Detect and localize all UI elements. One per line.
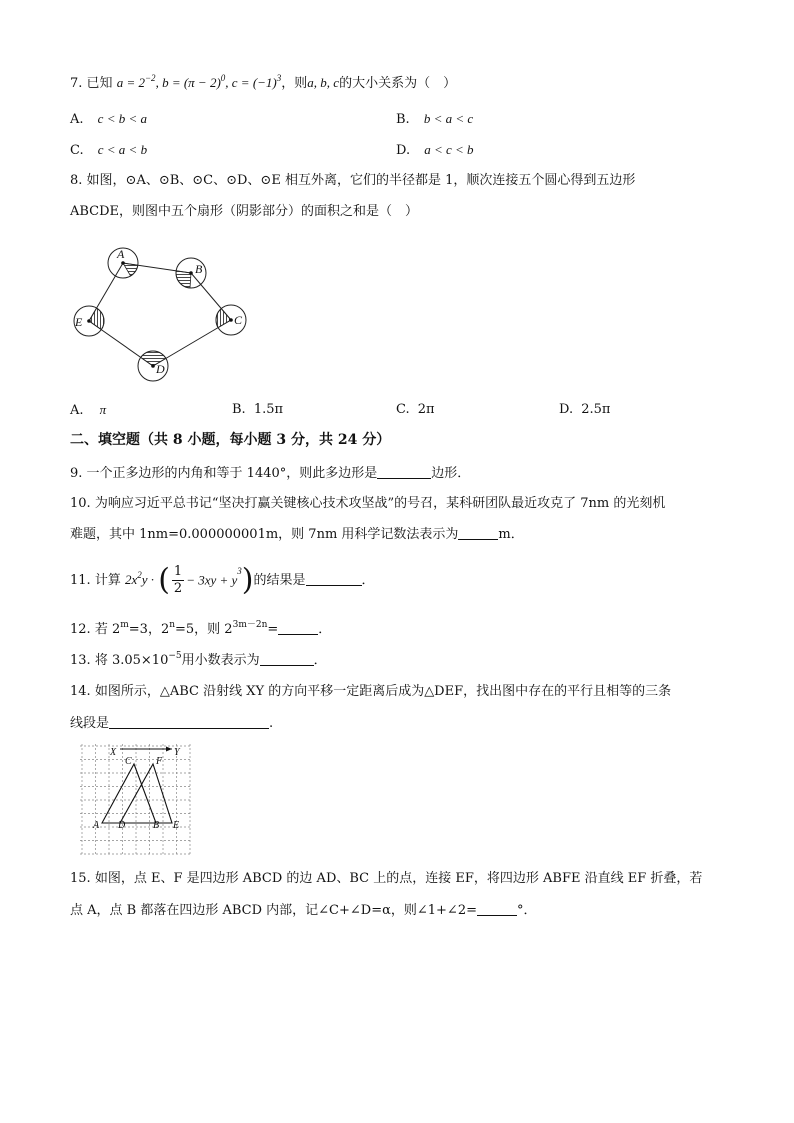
q11-coef-y: y · bbox=[141, 572, 155, 587]
label-f: F bbox=[156, 756, 163, 767]
q12-exp: 3m－2n bbox=[232, 620, 268, 630]
q9-answer-blank[interactable] bbox=[377, 464, 431, 479]
q13-stem bbox=[70, 651, 327, 671]
pentagon-edges bbox=[89, 263, 231, 366]
q12-mid2: =5，则 2 bbox=[175, 622, 233, 637]
q14-stem-line1 bbox=[70, 683, 671, 701]
option-text: b < a < c bbox=[423, 111, 474, 126]
q13-answer-blank[interactable] bbox=[260, 651, 314, 666]
sector-a bbox=[123, 263, 138, 276]
option-text: c < a < b bbox=[97, 142, 148, 157]
q11-inner-exp: 3 bbox=[237, 566, 242, 576]
q10-stem-line1 bbox=[70, 495, 665, 513]
option-label: D. bbox=[559, 402, 574, 417]
q11-end: ． bbox=[361, 573, 375, 588]
q7-expr-a: a = 2 bbox=[116, 75, 145, 90]
q9-pre: 一个正多边形的内角和等于 1440°，则此多边形是 bbox=[86, 466, 378, 481]
q7-expr-c-exp: 3 bbox=[276, 73, 282, 83]
option-text: a < c < b bbox=[424, 142, 474, 157]
q15-line2-post: °． bbox=[517, 903, 537, 918]
q8-pentagon-figure bbox=[66, 240, 256, 388]
label-d: D bbox=[118, 820, 126, 831]
option-label: C. bbox=[70, 143, 84, 158]
option-text: 1.5π bbox=[253, 402, 284, 417]
q12-m: m bbox=[120, 620, 129, 630]
q12-mid1: =3，2 bbox=[128, 622, 170, 637]
label-d: D bbox=[156, 362, 165, 376]
q7-option-c[interactable] bbox=[70, 141, 147, 160]
q11-number: 11. bbox=[70, 573, 91, 588]
q14-stem-line2 bbox=[70, 714, 273, 733]
q13-end: ． bbox=[313, 653, 327, 668]
q11-frac-den: 2 bbox=[173, 581, 183, 596]
q15-line2-pre: 点 A，点 B 都落在四边形 ABCD 内部，记∠C+∠D=α，则∠1+∠2= bbox=[70, 903, 477, 918]
q10-line2-post: m． bbox=[498, 527, 524, 542]
sector-c bbox=[216, 309, 231, 328]
q10-line2-pre: 难题，其中 1nm=0.000000001m，则 7nm 用科学记数法表示为 bbox=[70, 527, 459, 542]
q7-option-a[interactable] bbox=[70, 110, 147, 129]
q15-stem-line1 bbox=[70, 870, 702, 888]
ray-arrow bbox=[166, 747, 172, 752]
q7-suffix-2: 的大小关系为（ ） bbox=[339, 76, 457, 91]
option-label: D. bbox=[396, 143, 411, 158]
q14-grid-figure bbox=[80, 744, 192, 856]
q8-option-c[interactable] bbox=[396, 401, 435, 419]
label-e: E bbox=[173, 820, 180, 831]
q8-stem-line1 bbox=[70, 172, 635, 190]
q14-line1: 如图所示，△ABC 沿射线 XY 的方向平移一定距离后成为△DEF，找出图中存在的平行且相等的三条 bbox=[94, 684, 672, 699]
q7-suffix-1: ，则 bbox=[281, 76, 308, 91]
q14-line2-pre: 线段是 bbox=[70, 716, 110, 731]
q15-stem-line2 bbox=[70, 901, 537, 920]
q7-stem bbox=[70, 74, 456, 93]
option-label: A. bbox=[70, 112, 84, 127]
q8-option-d[interactable] bbox=[559, 401, 610, 419]
q11-fraction bbox=[172, 564, 184, 597]
sector-e bbox=[89, 308, 104, 330]
label-a: A bbox=[117, 247, 125, 261]
q9-number: 9. bbox=[70, 466, 83, 481]
q11-stem bbox=[70, 564, 375, 608]
q7-option-d[interactable] bbox=[396, 141, 474, 160]
q10-number: 10. bbox=[70, 496, 91, 511]
q14-answer-blank[interactable] bbox=[109, 714, 269, 729]
label-c: C bbox=[234, 313, 243, 327]
q11-inner: − 3xy + y bbox=[186, 572, 238, 588]
q12-end: ． bbox=[318, 622, 332, 637]
q8-stem-line2 bbox=[70, 203, 418, 221]
q11-coef-exp: 2 bbox=[137, 570, 142, 580]
q12-number: 12. bbox=[70, 622, 91, 637]
q7-number: 7. bbox=[70, 76, 83, 91]
q7-expr-c: , c = (−1) bbox=[225, 75, 277, 90]
q13-exp: −5 bbox=[168, 651, 182, 661]
q7-vars: a, b, c bbox=[307, 75, 340, 90]
option-text: π bbox=[99, 402, 107, 417]
option-text: 2π bbox=[417, 402, 435, 417]
option-text: 2.5π bbox=[581, 402, 611, 417]
label-c: C bbox=[125, 756, 132, 767]
option-label: A. bbox=[70, 403, 84, 418]
q15-number: 15. bbox=[70, 871, 91, 886]
q8-line2: ABCDE，则图中五个扇形（阴影部分）的面积之和是（ ） bbox=[70, 204, 419, 219]
q7-prefix: 已知 bbox=[86, 76, 113, 91]
q14-number: 14. bbox=[70, 684, 91, 699]
q7-expr-b-exp: 0 bbox=[220, 73, 226, 83]
q12-stem bbox=[70, 620, 331, 640]
q10-answer-blank[interactable] bbox=[458, 525, 498, 540]
left-paren: ( bbox=[158, 562, 170, 598]
label-a: A bbox=[93, 820, 100, 831]
q10-line1: 为响应习近平总书记“坚决打赢关键核心技术攻坚战”的号召，某科研团队最近攻克了 7nm 的光刻机 bbox=[94, 496, 666, 511]
q11-post: 的结果是 bbox=[253, 573, 306, 588]
q7-expr-b: , b = (π − 2) bbox=[155, 75, 221, 90]
label-y: Y bbox=[174, 747, 180, 758]
q12-answer-blank[interactable] bbox=[278, 620, 318, 635]
q8-line1: 如图，⊙A、⊙B、⊙C、⊙D、⊙E 相互外离，它们的半径都是 1，顺次连接五个圆心得到五边形 bbox=[86, 173, 636, 188]
q15-answer-blank[interactable] bbox=[477, 901, 517, 916]
q11-answer-blank[interactable] bbox=[306, 571, 362, 586]
option-text: c < b < a bbox=[97, 111, 147, 126]
q12-post: = bbox=[267, 622, 279, 637]
option-label: B. bbox=[396, 112, 410, 127]
label-x: X bbox=[110, 747, 117, 758]
q8-option-a[interactable] bbox=[70, 401, 106, 420]
option-label: C. bbox=[396, 402, 410, 417]
q12-n: n bbox=[169, 620, 176, 630]
q12-pre: 若 2 bbox=[94, 622, 121, 637]
q14-line2-post: . bbox=[269, 716, 274, 731]
q7-option-b[interactable] bbox=[396, 110, 473, 129]
q15-line1: 如图，点 E、F 是四边形 ABCD 的边 AD、BC 上的点，连接 EF，将四边形 ABFE 沿直线 EF 折叠，若 bbox=[94, 871, 703, 886]
q11-coef: 2x bbox=[124, 572, 138, 587]
q9-stem bbox=[70, 464, 470, 483]
sector-b bbox=[176, 271, 191, 288]
label-b: B bbox=[195, 262, 203, 276]
q7-expr-a-exp: −2 bbox=[144, 73, 156, 83]
section-2-title: 二、填空题（共 8 小题，每小题 3 分，共 24 分） bbox=[70, 432, 391, 448]
label-e: E bbox=[75, 315, 83, 329]
q13-post: 用小数表示为 bbox=[181, 653, 260, 668]
q9-post: 边形． bbox=[431, 466, 471, 481]
q10-stem-line2 bbox=[70, 525, 524, 544]
q11-frac-num: 1 bbox=[173, 564, 183, 579]
q8-number: 8. bbox=[70, 173, 83, 188]
q11-paren-group bbox=[158, 564, 253, 597]
right-paren: ) bbox=[241, 562, 254, 598]
grid-lines bbox=[80, 744, 190, 854]
q13-number: 13. bbox=[70, 653, 91, 668]
option-label: B. bbox=[232, 402, 246, 417]
q13-pre: 将 3.05×10 bbox=[94, 653, 169, 668]
label-b: B bbox=[153, 820, 160, 831]
q8-option-b[interactable] bbox=[232, 401, 283, 419]
q11-pre: 计算 bbox=[94, 573, 121, 588]
